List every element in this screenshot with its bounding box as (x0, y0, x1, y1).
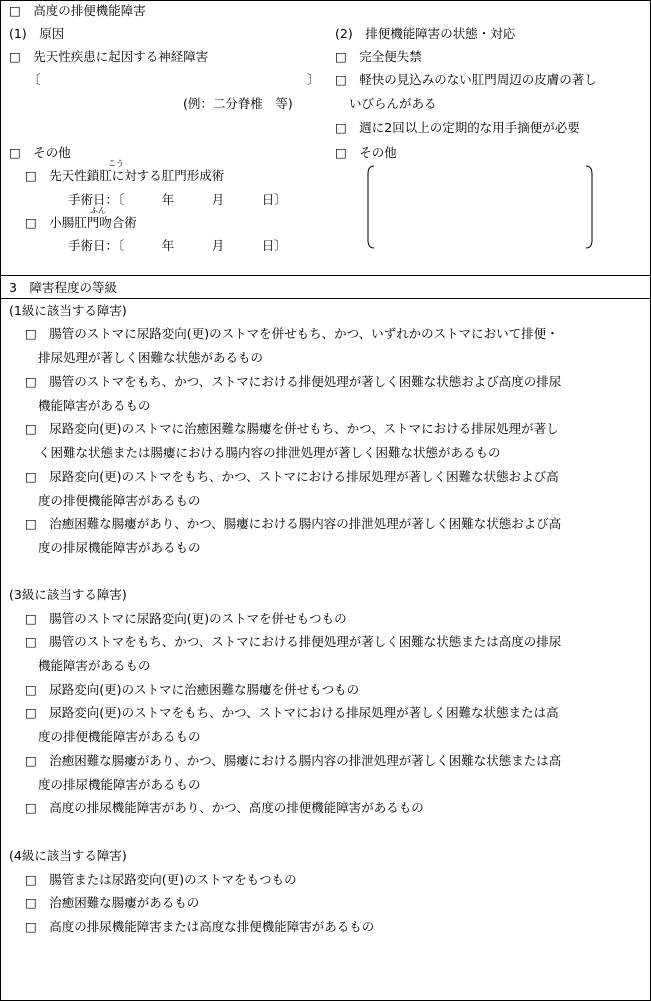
surgery-date-1: 手術日：〔 年 月 日〕 (68, 192, 287, 207)
checkbox-manual-disimpaction[interactable]: □ 週に2回以上の定期的な用手摘便が必要 (335, 120, 580, 135)
cause-heading: (1) 原因 (9, 26, 65, 41)
grade1-item-cont: く困難な状態または腸瘻における腸内容の排泄処理が著しく困難な状態があるもの (38, 445, 501, 460)
grade4-heading: (4級に該当する障害) (9, 848, 127, 863)
grade3-heading: (3級に該当する障害) (9, 587, 127, 602)
grade1-item-cont: 機能障害があるもの (38, 398, 151, 413)
checkbox-complete-incontinence[interactable]: □ 完全便失禁 (335, 49, 422, 64)
ruby-kou: こう (108, 159, 124, 168)
grade1-item-cont: 度の排便機能障害があるもの (38, 493, 201, 508)
grade1-item[interactable]: □ 腸管のストマをもち、かつ、ストマにおける排便処理が著しく困難な状態および高度の排尿 (25, 374, 562, 389)
grade1-item[interactable]: □ 尿路変向(更)のストマをもち、かつ、ストマにおける排尿処理が著しく困難な状態および高 (25, 469, 559, 484)
grade1-heading: (1級に該当する障害) (9, 303, 127, 318)
grade1-item[interactable]: □ 治癒困難な腸瘻があり、かつ、腸瘻における腸内容の排泄処理が著しく困難な状態および高 (25, 516, 562, 531)
grade3-item-cont: 機能障害があるもの (38, 658, 151, 673)
section-title[interactable]: □ 高度の排便機能障害 (9, 3, 146, 18)
grade4-item[interactable]: □ 治癒困難な腸瘻があるもの (25, 895, 200, 910)
checkbox-ileoanal-surgery[interactable]: □ 小腸肛門吻合術 (25, 215, 137, 230)
example-text: (例：二分脊椎 等) (183, 96, 293, 111)
grade3-item-cont: 度の排便機能障害があるもの (38, 729, 201, 744)
skin-erosion-cont: いびらんがある (349, 96, 437, 111)
grade4-item[interactable]: □ 腸管または尿路変向(更)のストマをもつもの (25, 872, 297, 887)
checkbox-anorectal-surgery[interactable]: □ 先天性鎖肛に対する肛門形成術 (25, 168, 225, 183)
grade1-item[interactable]: □ 腸管のストマに尿路変向(更)のストマを併せもち、かつ、いずれかのストマにおいて排便・ (25, 326, 559, 341)
bracket-open: 〔 (28, 72, 41, 87)
grade3-item-cont: 度の排尿機能障害があるもの (38, 777, 201, 792)
grade1-item[interactable]: □ 尿路変向(更)のストマに治癒困難な腸瘻を併せもち、かつ、ストマにおける排尿処理が著し (25, 421, 559, 436)
divider (0, 298, 651, 299)
checkbox-skin-erosion[interactable]: □ 軽快の見込みのない肛門周辺の皮膚の著し (335, 72, 597, 87)
grade1-item-cont: 排尿処理が著しく困難な状態があるもの (38, 350, 264, 365)
bracket-close: 〕 (307, 72, 320, 87)
grade-section-title: 3 障害程度の等級 (9, 280, 117, 295)
grade3-item[interactable]: □ 尿路変向(更)のストマに治癒困難な腸瘻を併せもつもの (25, 682, 360, 697)
state-heading: (2) 排便機能障害の状態・対応 (335, 26, 516, 41)
grade3-item[interactable]: □ 腸管のストマに尿路変向(更)のストマを併せもつもの (25, 611, 347, 626)
surgery-date-2: 手術日：〔 年 月 日〕 (68, 238, 287, 253)
grade3-item[interactable]: □ 腸管のストマをもち、かつ、ストマにおける排便処理が著しく困難な状態または高度の排尿 (25, 634, 562, 649)
grade1-item-cont: 度の排尿機能障害があるもの (38, 540, 201, 555)
divider (0, 275, 651, 276)
checkbox-congenital[interactable]: □ 先天性疾患に起因する神経障害 (9, 49, 209, 64)
checkbox-cause-other[interactable]: □ その他 (9, 145, 71, 160)
checkbox-state-other[interactable]: □ その他 (335, 145, 397, 160)
grade4-item[interactable]: □ 高度の排尿機能障害または高度な排便機能障害があるもの (25, 919, 375, 934)
other-input-bracket[interactable] (366, 164, 596, 250)
grade3-item[interactable]: □ 高度の排尿機能障害があり、かつ、高度の排便機能障害があるもの (25, 800, 424, 815)
ruby-fun: ふん (90, 206, 106, 215)
grade3-item[interactable]: □ 治癒困難な腸瘻があり、かつ、腸瘻における腸内容の排泄処理が著しく困難な状態または高 (25, 753, 562, 768)
grade3-item[interactable]: □ 尿路変向(更)のストマをもち、かつ、ストマにおける排尿処理が著しく困難な状態または高 (25, 705, 559, 720)
